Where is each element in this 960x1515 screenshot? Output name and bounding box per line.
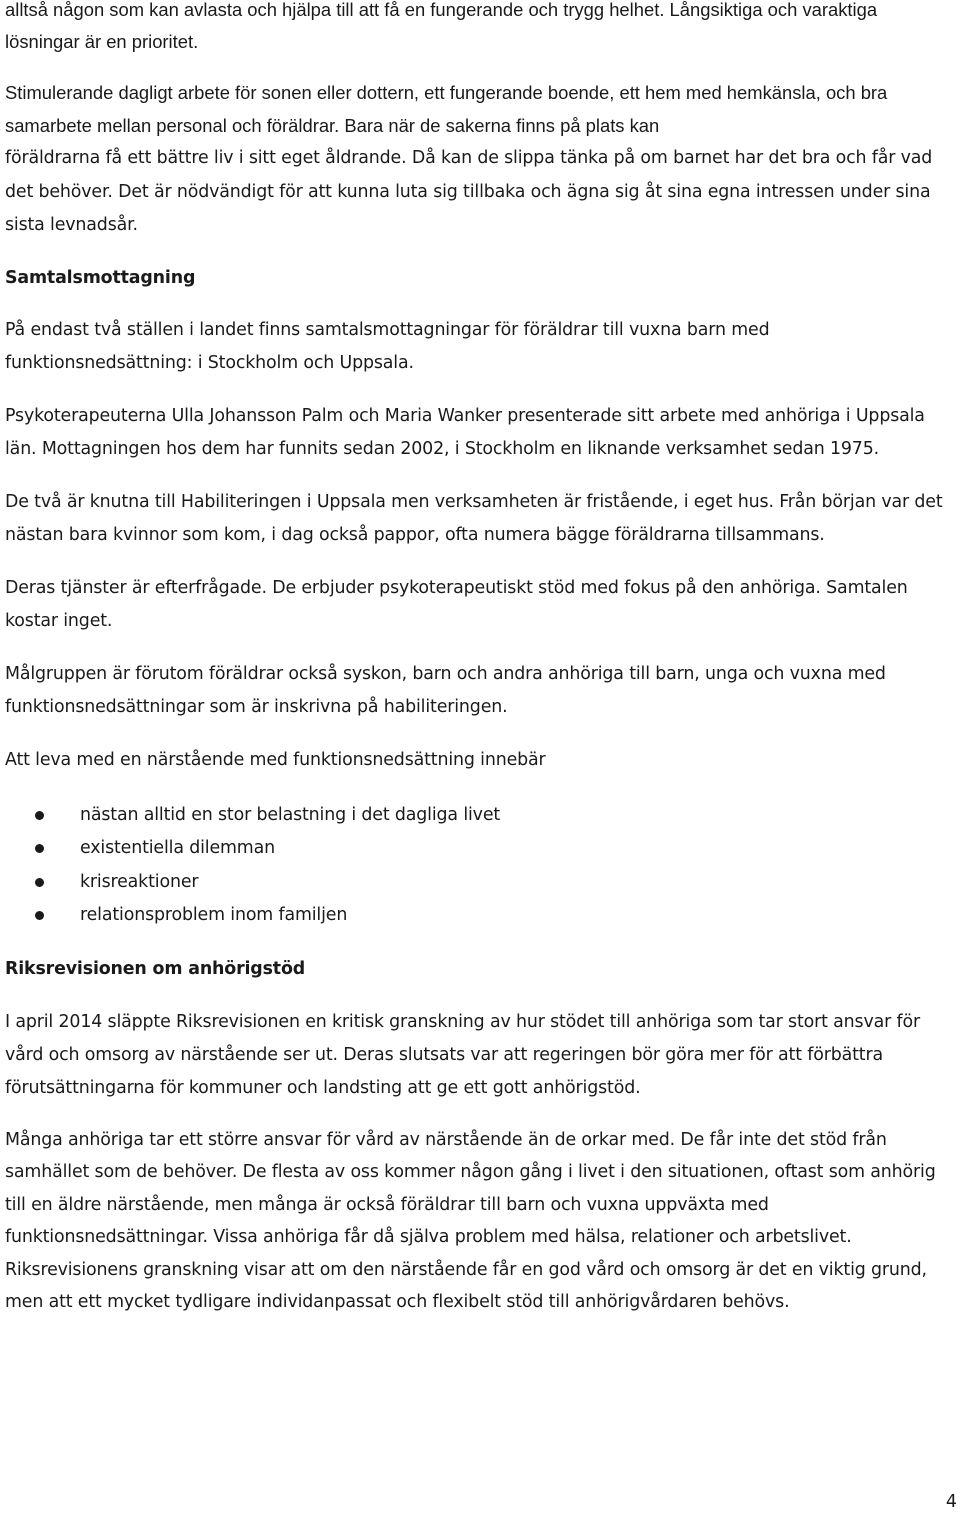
- paragraph-two-places: På endast två ställen i landet finns samtalsmottagningar för föräldrar till vuxna barn med funktionsnedsättning: i Stockholm och Uppsala.: [5, 319, 770, 373]
- page-number: 4: [945, 1492, 957, 1512]
- bullet-icon: [35, 844, 44, 853]
- burden-list: [5, 799, 955, 933]
- list-item: [5, 899, 955, 933]
- list-item: [5, 799, 955, 833]
- paragraph-living-with: Att leva med en närstående med funktionsnedsättning innebär: [5, 749, 546, 770]
- paragraph-services: Deras tjänster är efterfrågade. De erbjuder psykoterapeutiskt stöd med fokus på den anhöriga. Samtalen kostar inget.: [5, 577, 908, 631]
- paragraph-april-2014: I april 2014 släppte Riksrevisionen en kritisk granskning av hur stödet till anhöriga som tar stort ansvar för vård och omsorg av närstående ser ut. Deras slutsats var att regeringen bör göra mer för att förbättra förutsättningarna för kommuner och landsting att ge ett gott anhörigstöd.: [5, 1011, 920, 1098]
- document-page: [5, 0, 955, 1319]
- heading-samtalsmottagning: Samtalsmottagning: [5, 267, 196, 288]
- paragraph-parents-aging: föräldrarna få ett bättre liv i sitt eget åldrande. Då kan de slippa tänka på om barnet har det bra och får vad det behöver. Det är nödvändigt för att kunna luta sig tillbaka och ägna sig åt sina egna intressen under sina sista levnadsår.: [5, 148, 933, 235]
- bullet-icon: [35, 911, 44, 920]
- heading-riksrevisionen: Riksrevisionen om anhörigstöd: [5, 958, 306, 979]
- bullet-icon: [35, 811, 44, 820]
- paragraph-habiliteringen: De två är knutna till Habiliteringen i Uppsala men verksamheten är fristående, i eget hus. Från början var det nästan bara kvinnor som kom, i dag också pappor, ofta numera bägge föräldrarna tillsammans.: [5, 491, 943, 545]
- paragraph-psychotherapists: Psykoterapeuterna Ulla Johansson Palm och Maria Wanker presenterade sitt arbete med anhöriga i Uppsala län. Mottagningen hos dem har funnits sedan 2002, i Stockholm en liknande verksamhet sedan 1975.: [5, 405, 925, 459]
- list-item: [5, 832, 955, 866]
- paragraph-daily-work: Stimulerande dagligt arbete för sonen eller dottern, ett fungerande boende, ett hem med hemkänsla, och bra samarbete mellan personal och föräldrar. Bara när de sakerna finns på plats kan: [5, 82, 888, 136]
- paragraph-many-relatives: Många anhöriga tar ett större ansvar för vård av närstående än de orkar med. De får inte det stöd från samhället som de behöver. De flesta av oss kommer någon gång i livet i den situationen, oftast som anhörig till en äldre närstående, men många är också föräldrar till barn och vuxna uppväxta med funktionsnedsättningar. Vissa anhöriga får då själva problem med hälsa, relationer och arbetslivet. Riksrevisionens granskning visar att om den närstående får en god vård och omsorg är det en viktig grund, men att ett mycket tydligare individanpassat och flexibelt stöd till anhörigvårdaren behövs.: [5, 1129, 936, 1313]
- paragraph-target-group: Målgruppen är förutom föräldrar också syskon, barn och andra anhöriga till barn, unga och vuxna med funktionsnedsättningar som är inskrivna på habiliteringen.: [5, 663, 886, 717]
- list-item-text: relationsproblem inom familjen: [80, 905, 348, 925]
- bullet-icon: [35, 878, 44, 887]
- list-item-text: nästan alltid en stor belastning i det dagliga livet: [80, 804, 501, 825]
- list-item-text: existentiella dilemman: [80, 838, 275, 858]
- list-item-text: krisreaktioner: [80, 871, 199, 892]
- list-item: [5, 866, 955, 900]
- paragraph-intro-continuation: alltså någon som kan avlasta och hjälpa till att få en fungerande och trygg helhet. Långsiktiga och varaktiga lösningar är en prioritet.: [5, 0, 878, 52]
